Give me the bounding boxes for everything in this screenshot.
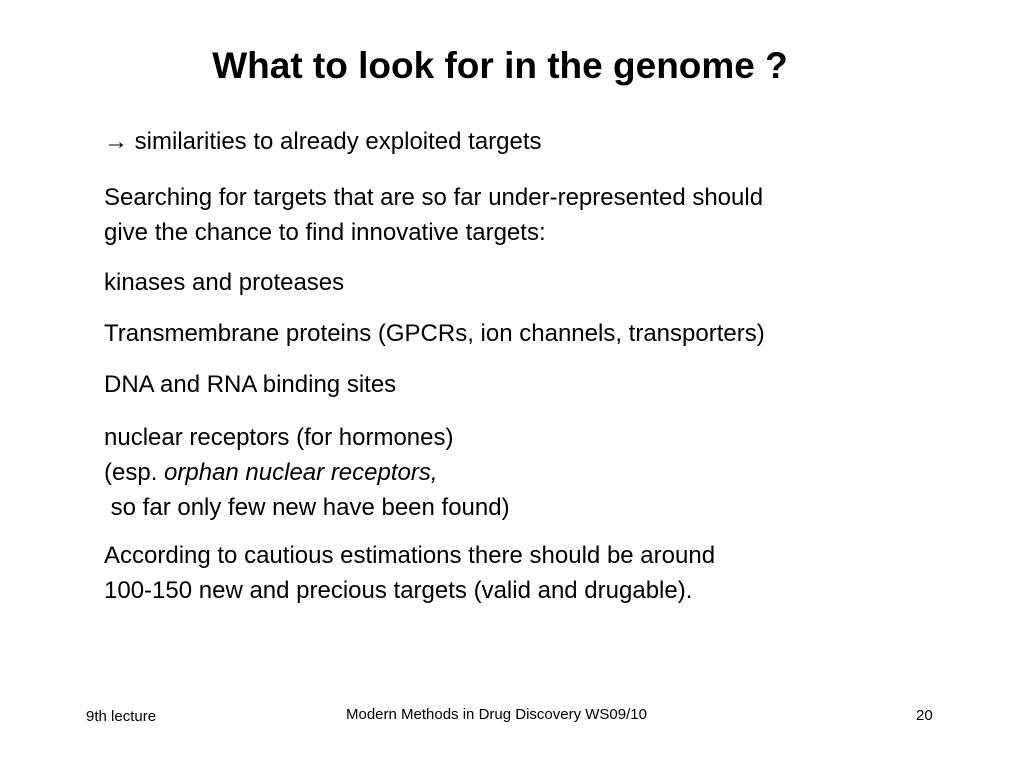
nuclear-receptors-paragraph <box>104 420 924 525</box>
nuclear-line-2-prefix: (esp. <box>104 459 165 486</box>
orphan-nuclear-receptors-text: orphan nuclear receptors, <box>164 459 438 486</box>
slide-page-number: 20 <box>916 707 933 724</box>
slide-title: What to look for in the genome ? <box>212 45 788 86</box>
searching-line-1: Searching for targets that are so far under-represented should <box>104 184 764 211</box>
according-line-2: 100-150 new and precious targets (valid and drugable). <box>104 577 693 604</box>
searching-paragraph <box>104 180 924 250</box>
transmembrane-line: Transmembrane proteins (GPCRs, ion channels, transporters) <box>104 320 765 347</box>
similarities-line: → similarities to already exploited targets <box>104 128 542 155</box>
footer-lecture-label: 9th lecture <box>86 708 157 725</box>
dna-rna-paragraph <box>104 367 924 402</box>
according-line-1: According to cautious estimations there should be around <box>104 542 716 569</box>
dna-rna-line: DNA and RNA binding sites <box>104 371 397 398</box>
nuclear-line-3: so far only few new have been found) <box>104 494 510 521</box>
kinases-line: kinases and proteases <box>104 269 345 296</box>
similarities-paragraph <box>104 124 924 159</box>
footer-course-title: Modern Methods in Drug Discovery WS09/10 <box>346 706 647 723</box>
according-paragraph <box>104 538 924 608</box>
searching-line-2: give the chance to find innovative targets: <box>104 219 546 246</box>
nuclear-line-1: nuclear receptors (for hormones) <box>104 424 454 451</box>
transmembrane-paragraph <box>104 316 924 351</box>
kinases-paragraph <box>104 265 924 300</box>
nuclear-line-2 <box>104 455 924 490</box>
